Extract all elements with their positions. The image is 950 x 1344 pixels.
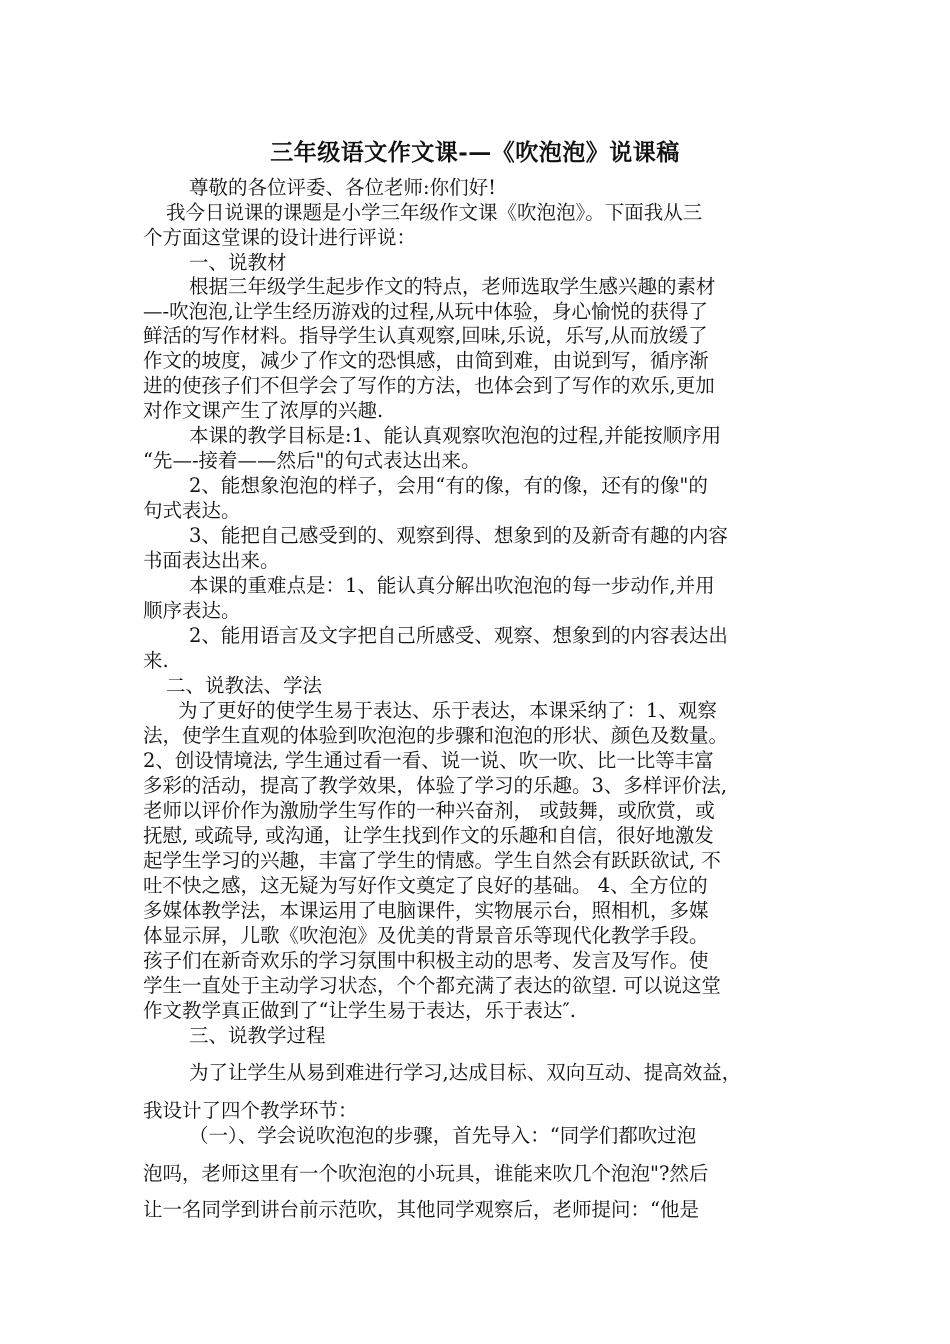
- text-line: 根据三年级学生起步作文的特点，老师选取学生感兴趣的素材: [189, 275, 716, 298]
- text-line: 对作文课产生了浓厚的兴趣.: [143, 399, 384, 422]
- text-line: 句式表达。: [143, 499, 241, 522]
- text-line: 吐不快之感，这无疑为写好作文奠定了良好的基础。 4、全方位的: [143, 874, 708, 897]
- text-line: 我今日说课的课题是小学三年级作文课《吹泡泡》。下面我从三: [166, 201, 703, 224]
- text-line: 顺序表达。: [143, 599, 241, 622]
- text-line: 体显示屏，儿歌《吹泡泡》及优美的背景音乐等现代化教学手段。: [143, 924, 709, 947]
- text-line: （一）、学会说吹泡泡的步骤，首先导入：“同学们都吹过泡: [189, 1124, 697, 1147]
- text-line: 鲜活的写作材料。指导学生认真观察,回味,乐说，乐写,从而放缓了: [143, 324, 708, 347]
- text-line: 进的使孩子们不但学会了写作的方法，也体会到了写作的欢乐,更加: [143, 374, 715, 397]
- text-line: 本课的教学目标是:1、能认真观察吹泡泡的过程,并能按顺序用: [189, 424, 722, 447]
- text-line: 个方面这堂课的设计进行评说：: [143, 226, 417, 249]
- text-line: 抚慰, 或疏导, 或沟通，让学生找到作文的乐趣和自信，很好地激发: [143, 824, 714, 847]
- text-line: 为了让学生从易到难进行学习,达成目标、双向互动、提高效益，: [189, 1061, 742, 1084]
- text-line: 本课的重难点是：1、能认真分解出吹泡泡的每一步动作,并用: [189, 574, 715, 597]
- text-line: 3、能把自己感受到的、观察到得、想象到的及新奇有趣的内容: [189, 524, 728, 547]
- text-line: 2、创设情境法, 学生通过看一看、说一说、吹一吹、比一比等丰富: [143, 749, 714, 772]
- text-line: —-吹泡泡,让学生经历游戏的过程,从玩中体验，身心愉悦的获得了: [143, 300, 708, 323]
- text-line: 起学生学习的兴趣，丰富了学生的情感。学生自然会有跃跃欲试, 不: [143, 849, 721, 872]
- text-line: 来.: [143, 649, 169, 672]
- text-line: 作文的坡度，减少了作文的恐惧感，由简到难，由说到写，循序渐: [143, 349, 709, 372]
- text-line: 2、能想象泡泡的样子，会用“有的像，有的像，还有的像"的: [189, 474, 708, 497]
- text-line: 孩子们在新奇欢乐的学习氛围中积极主动的思考、发言及写作。使: [143, 949, 709, 972]
- section-heading: 二、说教法、学法: [166, 674, 323, 697]
- text-line: 老师以评价作为激励学生写作的一种兴奋剂， 或鼓舞，或欣赏，或: [143, 799, 715, 822]
- text-line: “先—-接着——然后"的句式表达出来。: [143, 449, 481, 472]
- text-line: 泡吗，老师这里有一个吹泡泡的小玩具，谁能来吹几个泡泡"?然后: [143, 1162, 709, 1185]
- text-line: 多媒体教学法，本课运用了电脑课件，实物展示台，照相机，多媒: [143, 899, 709, 922]
- text-line: 我设计了四个教学环节：: [143, 1099, 358, 1122]
- text-line: 让一名同学到讲台前示范吹，其他同学观察后，老师提问：“他是: [143, 1198, 699, 1221]
- text-line: 尊敬的各位评委、各位老师:你们好!: [189, 176, 496, 199]
- text-line: 书面表达出来。: [143, 549, 280, 572]
- section-heading: 一、说教材: [189, 251, 287, 274]
- section-heading: 三、说教学过程: [189, 1024, 326, 1047]
- text-line: 作文教学真正做到了“让学生易于表达，乐于表达″.: [143, 999, 576, 1022]
- text-line: 学生一直处于主动学习状态，个个都充满了表达的欲望. 可以说这堂: [143, 974, 721, 997]
- text-line: 多彩的活动，提高了教学效果，体验了学习的乐趣。3、多样评价法,: [143, 774, 728, 797]
- document-title: 三年级语文作文课-—《吹泡泡》说课稿: [270, 139, 680, 166]
- text-line: 为了更好的使学生易于表达、乐于表达，本课采纳了：1、观察: [178, 699, 717, 722]
- text-line: 2、能用语言及文字把自己所感受、观察、想象到的内容表达出: [189, 624, 728, 647]
- text-line: 法，使学生直观的体验到吹泡泡的步骤和泡泡的形状、颜色及数量。: [143, 724, 729, 747]
